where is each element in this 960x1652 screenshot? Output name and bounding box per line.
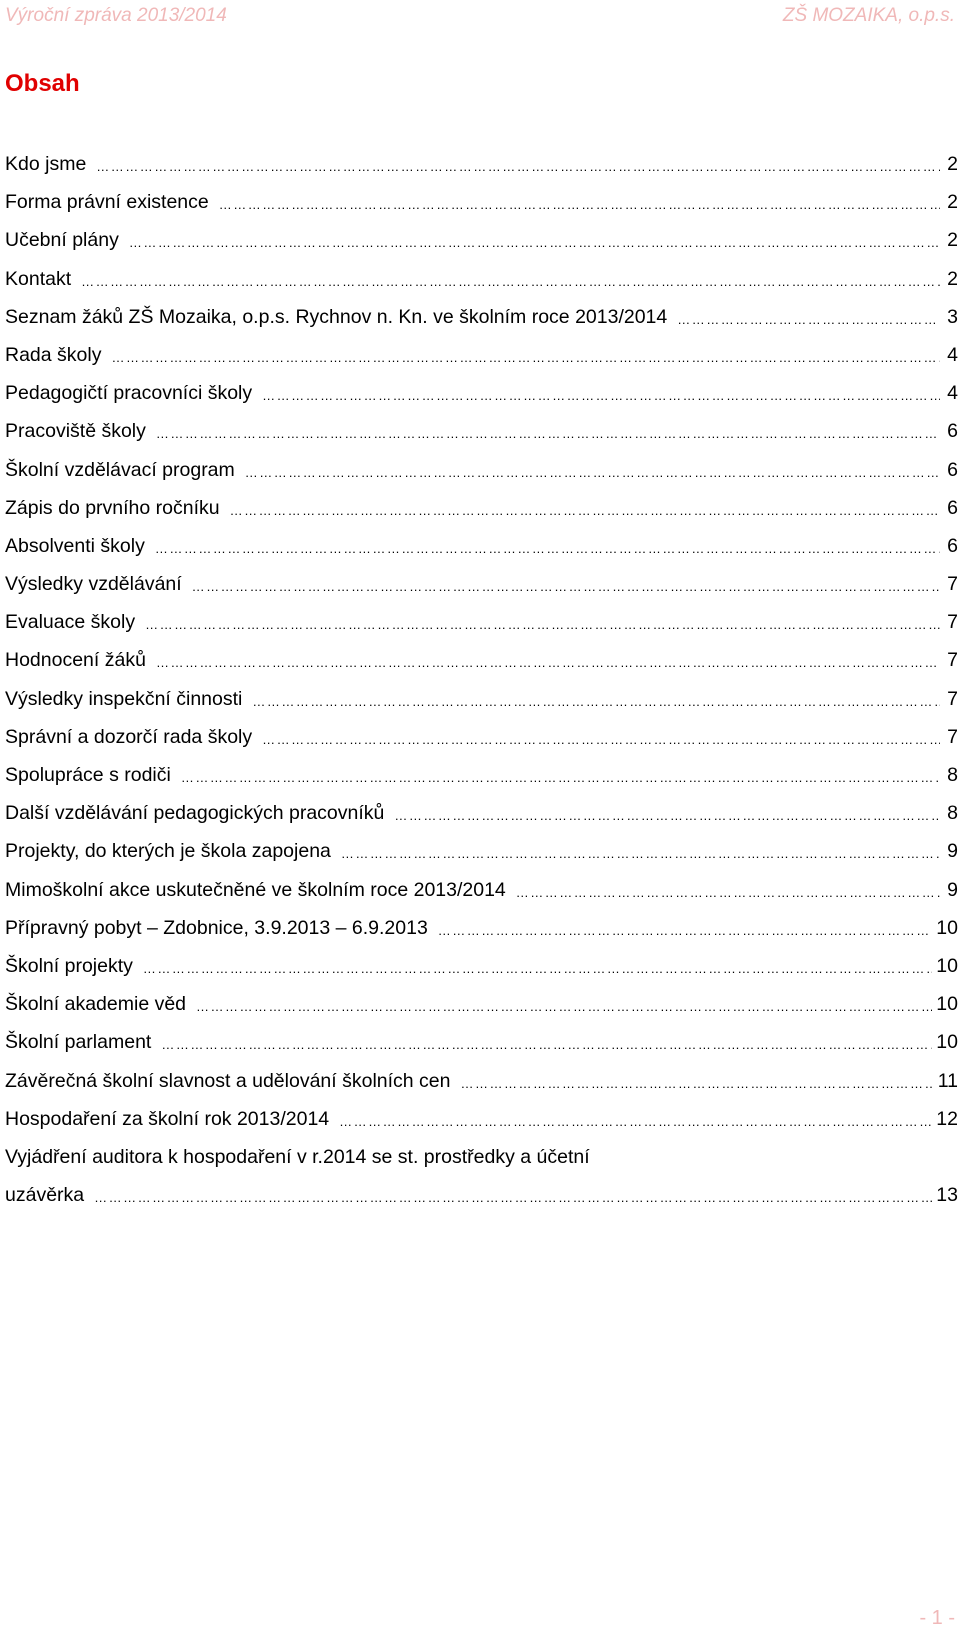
toc-dot-leader xyxy=(245,463,940,483)
toc-entry-title: Kontakt xyxy=(5,267,72,290)
toc-entry[interactable] xyxy=(5,304,958,342)
toc-entry-page: 2 xyxy=(947,153,958,175)
toc-dot-leader xyxy=(156,653,940,673)
toc-entry[interactable] xyxy=(5,571,958,609)
toc-entry-page: 9 xyxy=(947,878,958,901)
page-title: Obsah xyxy=(5,70,80,97)
toc-entry[interactable] xyxy=(5,800,958,838)
toc-entry-page: 2 xyxy=(947,267,958,290)
running-header xyxy=(5,5,955,29)
toc-entry[interactable] xyxy=(5,151,958,189)
toc-entry-title: Evaluace školy xyxy=(5,611,136,634)
toc-entry-page: 10 xyxy=(936,954,958,977)
toc-entry-page: 7 xyxy=(947,725,958,748)
toc-dot-leader xyxy=(145,615,940,635)
toc-dot-leader xyxy=(516,883,940,903)
toc-dot-leader xyxy=(161,1035,932,1055)
toc-entry[interactable] xyxy=(5,609,958,647)
toc-dot-leader xyxy=(219,195,940,215)
toc-entry-title-continued: uzávěrka xyxy=(5,1184,85,1207)
toc-entry[interactable] xyxy=(5,647,958,685)
toc-entry-title: Kdo jsme xyxy=(5,153,87,175)
header-school-name: ZŠ MOZAIKA, o.p.s. xyxy=(782,5,955,26)
toc-entry-page: 7 xyxy=(947,611,958,634)
toc-dot-leader xyxy=(230,501,940,521)
toc-entry[interactable] xyxy=(5,762,958,800)
toc-entry-title: Forma právní existence xyxy=(5,191,209,214)
toc-entry-page: 6 xyxy=(947,458,958,481)
toc-dot-leader xyxy=(143,959,932,979)
toc-entry[interactable] xyxy=(5,418,958,456)
toc-dot-leader xyxy=(181,768,940,788)
toc-dot-leader xyxy=(394,806,940,826)
toc-entry[interactable] xyxy=(5,266,958,304)
toc-entry-title: Hodnocení žáků xyxy=(5,649,146,672)
toc-dot-leader xyxy=(96,157,940,177)
toc-entry-page: 11 xyxy=(937,1069,958,1092)
toc-dot-leader xyxy=(196,997,932,1017)
toc-entry-title: Školní projekty xyxy=(5,954,133,977)
toc-entry-page: 4 xyxy=(947,382,958,405)
toc-entry-page: 6 xyxy=(947,496,958,519)
toc-entry[interactable] xyxy=(5,953,958,991)
table-of-contents xyxy=(5,151,958,1208)
toc-entry-page: 6 xyxy=(947,534,958,557)
toc-entry-page: 2 xyxy=(947,229,958,252)
toc-entry[interactable] xyxy=(5,877,958,915)
toc-entry[interactable] xyxy=(5,991,958,1029)
toc-entry-page: 3 xyxy=(947,305,958,328)
toc-entry-title: Pracoviště školy xyxy=(5,420,146,443)
toc-entry-page: 10 xyxy=(936,1031,958,1054)
toc-entry-title: Rada školy xyxy=(5,343,102,366)
toc-entry-page: 12 xyxy=(936,1107,958,1130)
toc-entry-page: 10 xyxy=(936,993,958,1016)
toc-dot-leader xyxy=(341,844,940,864)
toc-entry-page: 10 xyxy=(936,916,958,939)
toc-entry-title: Učební plány xyxy=(5,229,119,252)
toc-entry-page: 6 xyxy=(947,420,958,443)
toc-entry[interactable] xyxy=(5,915,958,953)
toc-entry-title: Zápis do prvního ročníku xyxy=(5,496,220,519)
toc-entry-title: Vyjádření auditora k hospodaření v r.2014 se st. prostředky a účetní xyxy=(5,1145,590,1168)
toc-entry[interactable] xyxy=(5,533,958,571)
toc-entry[interactable] xyxy=(5,1029,958,1067)
toc-dot-leader xyxy=(262,730,940,750)
toc-dot-leader xyxy=(156,424,940,444)
toc-entry-title: Školní parlament xyxy=(5,1031,152,1054)
toc-entry[interactable] xyxy=(5,227,958,265)
toc-entry-title: Další vzdělávání pedagogických pracovníků xyxy=(5,802,385,825)
toc-entry[interactable] xyxy=(5,380,958,418)
toc-entry-page: 2 xyxy=(947,191,958,214)
page-number: - 1 - xyxy=(919,1607,955,1629)
toc-entry[interactable] xyxy=(5,495,958,533)
toc-entry[interactable] xyxy=(5,1106,958,1144)
toc-dot-leader xyxy=(461,1074,934,1094)
toc-entry-page: 4 xyxy=(947,343,958,366)
toc-dot-leader xyxy=(155,539,940,559)
toc-entry-title: Spolupráce s rodiči xyxy=(5,764,171,786)
toc-entry-page: 7 xyxy=(947,573,958,596)
toc-dot-leader xyxy=(262,386,940,406)
toc-entry-title: Hospodaření za školní rok 2013/2014 xyxy=(5,1107,330,1130)
toc-entry[interactable] xyxy=(5,342,958,380)
toc-dot-leader xyxy=(111,348,940,368)
toc-entry-title: Absolventi školy xyxy=(5,534,145,557)
toc-entry-title: Seznam žáků ZŠ Mozaika, o.p.s. Rychnov n. Kn. ve školním roce 2013/2014 xyxy=(5,305,668,328)
toc-entry-title: Školní vzdělávací program xyxy=(5,458,235,481)
toc-entry-title: Závěrečná školní slavnost a udělování školních cen xyxy=(5,1069,451,1092)
toc-entry-title: Přípravný pobyt – Zdobnice, 3.9.2013 – 6.9.2013 xyxy=(5,916,428,939)
toc-entry-page: 9 xyxy=(947,840,958,863)
toc-entry[interactable] xyxy=(5,838,958,876)
toc-entry-title: Výsledky inspekční činnosti xyxy=(5,687,243,710)
toc-entry[interactable] xyxy=(5,1068,958,1106)
toc-dot-leader xyxy=(252,692,940,712)
toc-dot-leader xyxy=(339,1112,932,1132)
toc-entry[interactable] xyxy=(5,686,958,724)
toc-entry-page: 8 xyxy=(947,764,958,786)
header-report-title: Výroční zpráva 2013/2014 xyxy=(5,5,227,26)
toc-entry-title: Správní a dozorčí rada školy xyxy=(5,725,253,748)
toc-entry[interactable] xyxy=(5,189,958,227)
toc-entry-title: Výsledky vzdělávání xyxy=(5,573,182,596)
toc-entry[interactable] xyxy=(5,457,958,495)
toc-dot-leader xyxy=(129,233,940,253)
toc-dot-leader xyxy=(677,310,940,330)
toc-dot-leader xyxy=(192,577,940,597)
toc-dot-leader xyxy=(438,921,933,941)
toc-entry-title: Projekty, do kterých je škola zapojena xyxy=(5,840,331,863)
toc-entry[interactable] xyxy=(5,1144,958,1208)
toc-entry-title: Pedagogičtí pracovníci školy xyxy=(5,382,253,405)
toc-entry-page: 7 xyxy=(947,649,958,672)
toc-entry-page: 13 xyxy=(936,1184,958,1207)
toc-entry-page: 8 xyxy=(947,802,958,825)
toc-dot-leader xyxy=(94,1188,932,1208)
toc-dot-leader xyxy=(81,272,940,292)
toc-entry[interactable] xyxy=(5,724,958,762)
toc-entry-title: Školní akademie věd xyxy=(5,993,187,1016)
toc-entry-title: Mimoškolní akce uskutečněné ve školním roce 2013/2014 xyxy=(5,878,506,901)
toc-entry-page: 7 xyxy=(947,687,958,710)
